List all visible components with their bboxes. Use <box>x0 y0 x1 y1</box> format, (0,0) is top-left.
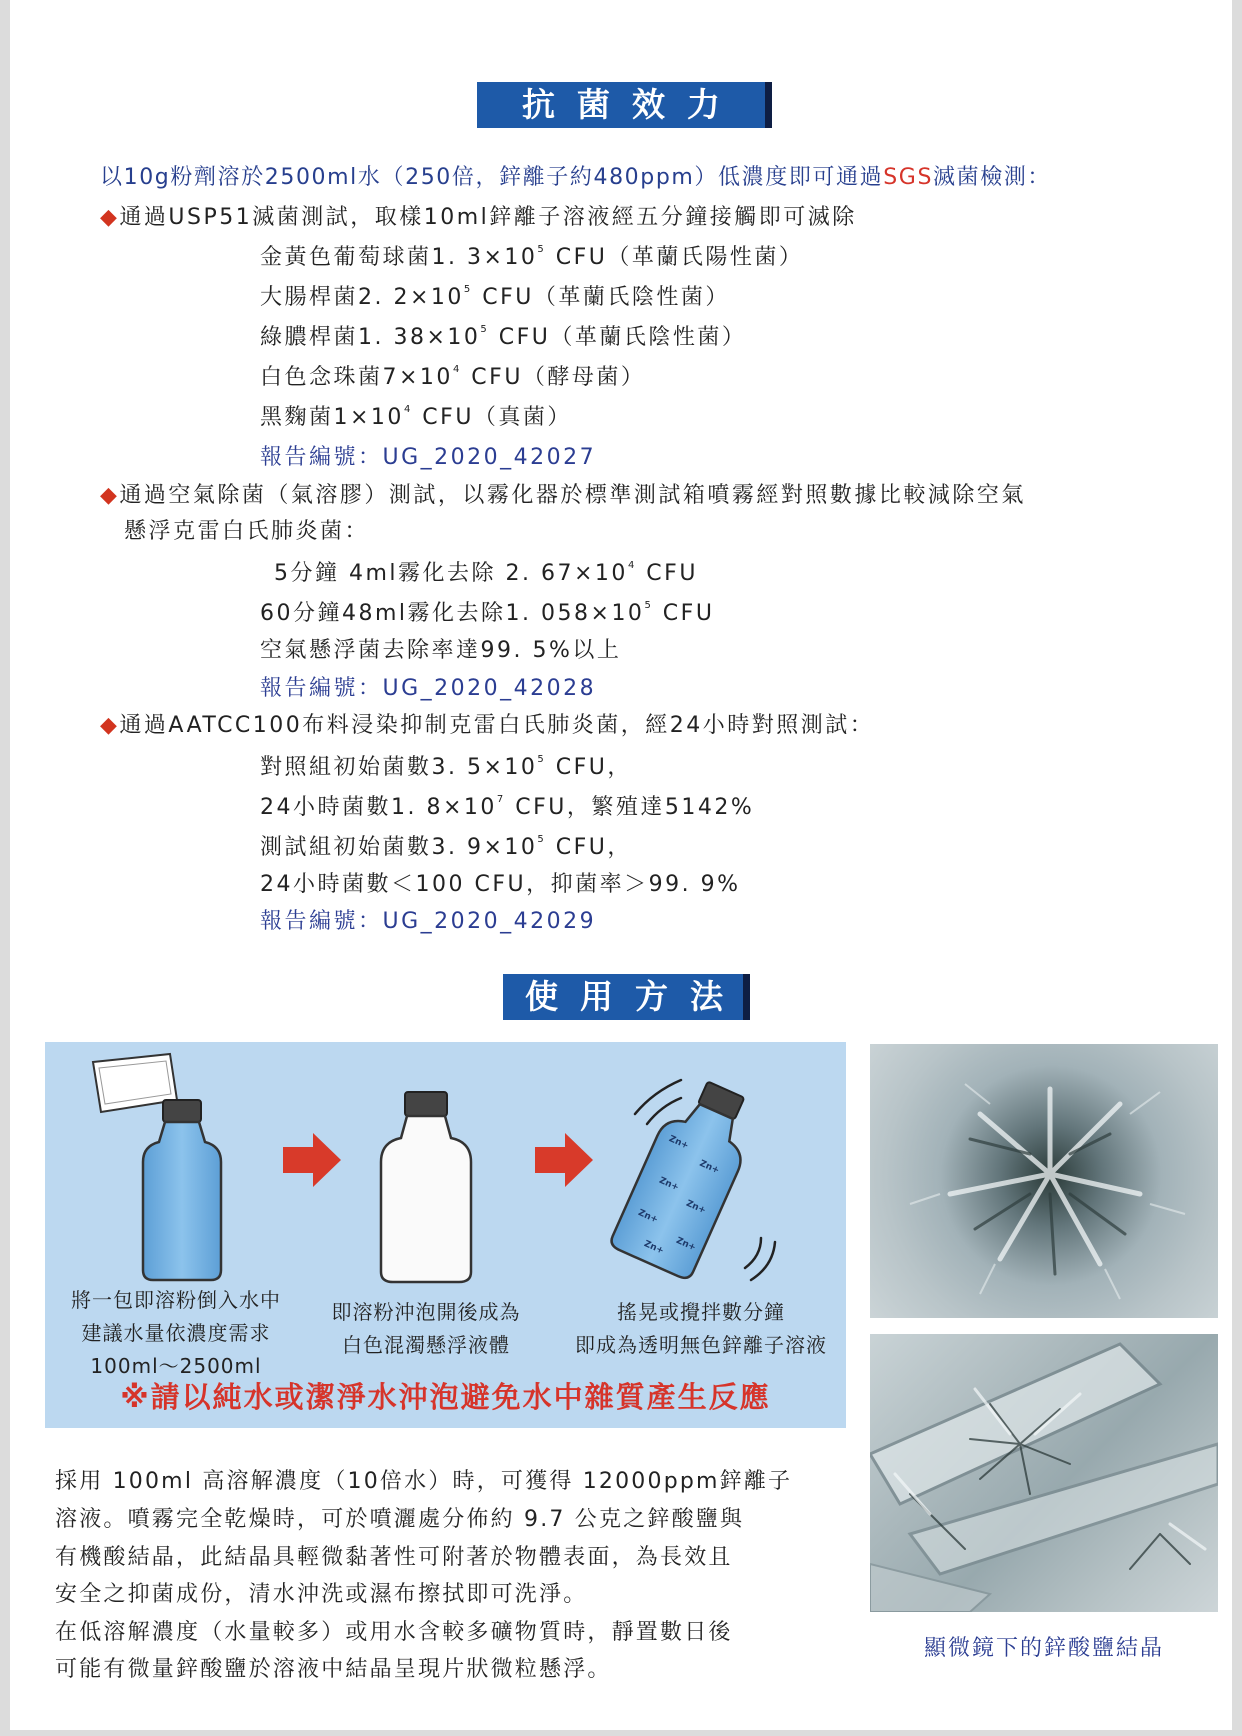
step2-caption: 即溶粉沖泡開後成為 白色混濁懸浮液體 <box>331 1300 521 1357</box>
crystal-plates-image <box>870 1334 1218 1612</box>
report-number: 報告編號：UG_2020_42027 <box>260 445 597 470</box>
report-number: 報告編號：UG_2020_42028 <box>260 676 597 701</box>
water-quality-warning: ※請以純水或潔淨水沖泡避免水中雜質產生反應 <box>120 1380 771 1414</box>
result-line: 對照組初始菌數3. $5\times 10^5$ CFU， <box>260 754 632 780</box>
photo-caption: 顯微鏡下的鋅酸鹽結晶 <box>923 1636 1164 1661</box>
diamond-bullet-icon: ◆ <box>100 205 120 230</box>
sgs-text: SGS <box>883 165 934 190</box>
result-line: 金黃色葡萄球菌1. $3\times 10^5$ CFU（革蘭氏陽性菌） <box>260 244 804 270</box>
bullet-usp51 <box>100 200 857 231</box>
paragraph-line: 有機酸結晶，此結晶具輕微黏著性可附著於物體表面，為長效且 <box>55 1545 733 1570</box>
result-line: 白色念珠菌$7\times 10^4$ CFU（酵母菌） <box>260 364 646 390</box>
result-line: 黑麴菌$1\times 10^4$ CFU（真菌） <box>260 404 572 430</box>
zinc-ion-label: Zn+ <box>636 1208 660 1226</box>
zinc-ion-label: Zn+ <box>684 1198 708 1217</box>
section-title-usage: 使用方法 <box>503 974 750 1020</box>
result-line: 大腸桿菌2. $2\times 10^5$ CFU（革蘭氏陰性菌） <box>260 284 730 310</box>
bullet-heading: 通過AATCC100布料浸染抑制克雷白氏肺炎菌，經24小時對照測試： <box>119 713 875 738</box>
crystal-cluster-image <box>870 1044 1218 1318</box>
result-line: 綠膿桿菌1. $38\times 10^5$ CFU（革蘭氏陰性菌） <box>260 324 747 350</box>
arrow-right-icon <box>283 1133 341 1187</box>
document-page <box>10 0 1232 1730</box>
zinc-ion-label: Zn+ <box>674 1235 698 1254</box>
diamond-bullet-icon: ◆ <box>100 713 120 738</box>
bullet-aerosol <box>100 478 1026 509</box>
result-line: 測試組初始菌數3. $9\times 10^5$ CFU， <box>260 834 632 860</box>
zinc-ion-label: Zn+ <box>667 1134 690 1152</box>
diamond-bullet-icon: ◆ <box>100 483 120 508</box>
result-line: 空氣懸浮菌去除率達99. 5%以上 <box>260 638 622 663</box>
microscope-photo-top <box>870 1044 1218 1318</box>
section-title-antibacterial: 抗菌效力 <box>477 82 772 128</box>
bullet-heading: 通過空氣除菌（氣溶膠）測試，以霧化器於標準測試箱噴霧經對照數據比較減除空氣 <box>119 483 1026 508</box>
usage-steps-panel <box>45 1042 846 1428</box>
step1-caption: 將一包即溶粉倒入水中 建議水量依濃度需求 100ml～2500ml <box>71 1288 281 1378</box>
water-bottle-blue-icon <box>143 1100 221 1280</box>
result-line: 24小時菌數1. $8\times 10^7$ CFU，繁殖達5142% <box>260 794 755 820</box>
zinc-ion-label: Zn+ <box>657 1175 681 1194</box>
intro-text: 以10g粉劑溶於2500ml水（250倍，鋅離子約480ppm）低濃度即可通過 <box>100 165 884 190</box>
paragraph-line: 溶液。噴霧完全乾燥時，可於噴灑處分佈約 9.7 公克之鋅酸鹽與 <box>55 1507 745 1532</box>
shaking-bottle-icon <box>609 1072 767 1281</box>
paragraph-line: 採用 100ml 高溶解濃度（10倍水）時，可獲得 12000ppm鋅離子 <box>55 1469 793 1494</box>
report-number: 報告編號：UG_2020_42029 <box>260 909 597 934</box>
paragraph-line: 在低溶解濃度（水量較多）或用水含較多礦物質時，靜置數日後 <box>55 1620 733 1645</box>
zinc-ion-label: Zn+ <box>642 1239 666 1257</box>
water-bottle-white-icon <box>381 1092 471 1282</box>
intro-text-end: 滅菌檢測： <box>933 165 1052 190</box>
result-line: 5分鐘 4ml霧化去除 2. $67\times 10^4$ CFU <box>274 560 698 586</box>
result-line: 24小時菌數＜100 CFU，抑菌率＞99. 9% <box>260 872 741 897</box>
paragraph-line: 可能有微量鋅酸鹽於溶液中結晶呈現片狀微粒懸浮。 <box>55 1657 612 1682</box>
bullet-heading-cont: 懸浮克雷白氏肺炎菌： <box>124 519 370 544</box>
zinc-ion-label: Zn+ <box>697 1158 721 1177</box>
arrow-right-icon <box>535 1133 593 1187</box>
result-line: 60分鐘48ml霧化去除1. $058\times 10^5$ CFU <box>260 600 715 626</box>
bullet-aatcc100 <box>100 708 874 739</box>
intro-line <box>100 160 1051 191</box>
step3-caption: 搖晃或攪拌數分鐘 即成為透明無色鋅離子溶液 <box>575 1300 827 1357</box>
microscope-photo-bottom <box>870 1334 1218 1612</box>
paragraph-line: 安全之抑菌成份，清水沖洗或濕布擦拭即可洗淨。 <box>55 1582 588 1607</box>
bullet-heading: 通過USP51滅菌測試，取樣10ml鋅離子溶液經五分鐘接觸即可滅除 <box>119 205 857 230</box>
